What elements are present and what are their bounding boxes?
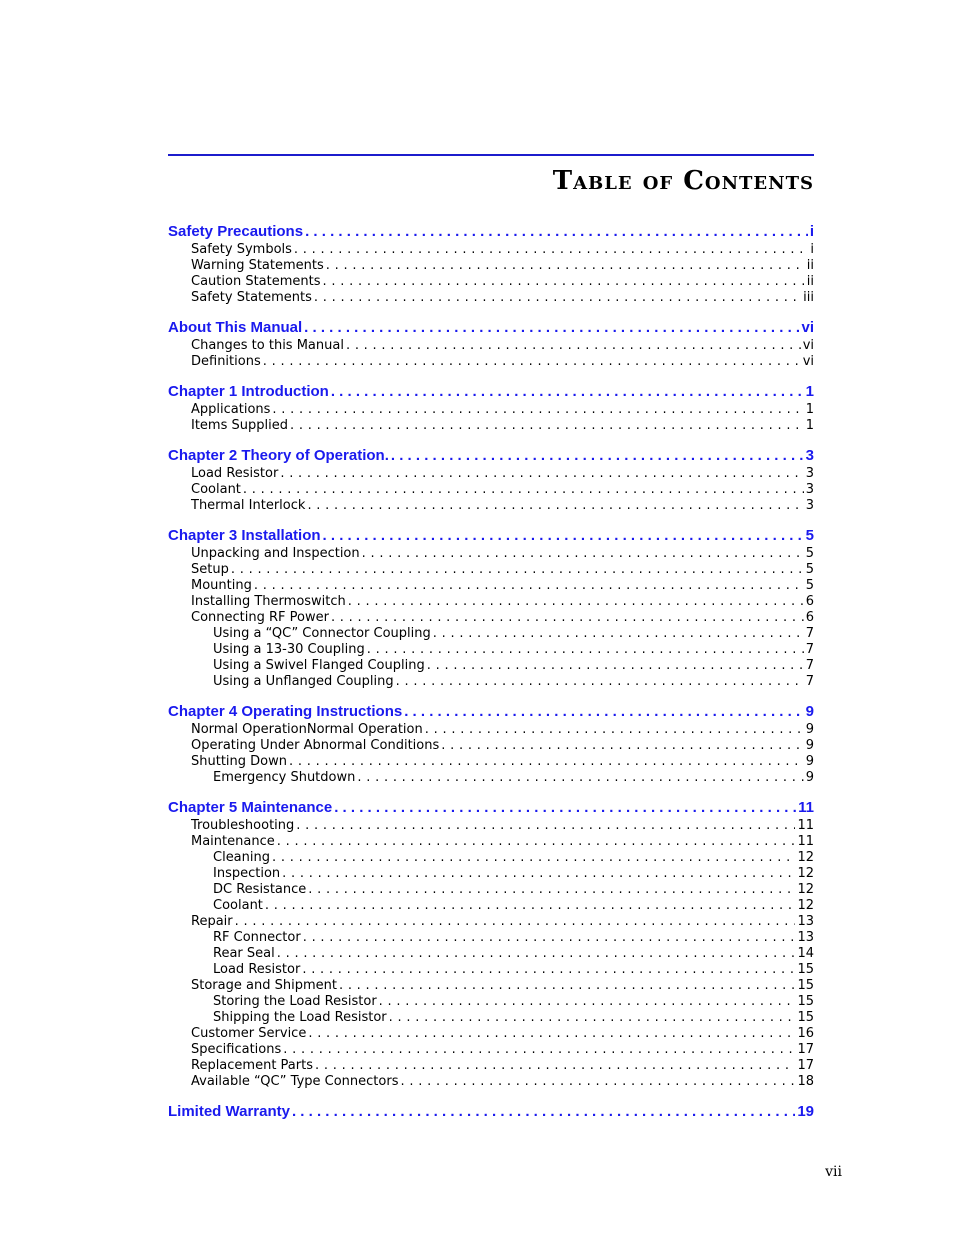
toc-entry-label: Safety Symbols [191, 242, 292, 257]
dot-leader [331, 610, 804, 626]
toc-entry-link[interactable] [168, 626, 814, 642]
dot-leader [396, 674, 804, 690]
dot-leader [404, 702, 803, 722]
toc-entry-page: 6 [805, 594, 814, 609]
toc-entry-label: Safety Statements [191, 290, 312, 305]
toc-entry-page: 6 [805, 610, 814, 625]
dot-leader [277, 834, 796, 850]
toc-entry-page: vi [802, 354, 814, 369]
toc-entry-link[interactable] [168, 898, 814, 914]
toc-entry-link[interactable] [168, 946, 814, 962]
dot-leader [235, 914, 796, 930]
dot-leader [289, 754, 804, 770]
toc-entry-label: Chapter 3 Installation [168, 527, 321, 544]
toc-entry-page: 3 [805, 447, 814, 464]
toc-entry-page: iii [803, 290, 814, 305]
toc-entry-link[interactable] [168, 978, 814, 994]
toc-entry-page: 15 [797, 962, 814, 977]
page-title: Table of Contents [552, 166, 814, 196]
toc-entry-label: Storing the Load Resistor [213, 994, 377, 1009]
toc-entry-page: 1 [805, 418, 814, 433]
toc-entry-page: 5 [805, 562, 814, 577]
dot-leader [277, 946, 796, 962]
toc-entry-link[interactable] [168, 1010, 814, 1026]
toc-entry-link[interactable] [168, 962, 814, 978]
toc-entry-page: 17 [797, 1042, 814, 1057]
toc-entry-page: i [809, 223, 814, 240]
toc-heading-link[interactable] [168, 222, 814, 242]
toc-entry-page: 16 [797, 1026, 814, 1041]
dot-leader [294, 242, 808, 258]
toc-entry-link[interactable] [168, 290, 814, 306]
dot-leader [254, 578, 804, 594]
toc-entry-link[interactable] [168, 658, 814, 674]
dot-leader [304, 318, 799, 338]
toc-entry-label: Chapter 5 Maintenance [168, 799, 333, 816]
toc-entry-label: Normal OperationNormal Operation [191, 722, 423, 737]
toc-entry-page: 12 [797, 898, 814, 913]
toc-entry-page: 7 [805, 626, 814, 641]
toc-entry-label: Specifications [191, 1042, 282, 1057]
toc-entry-link[interactable] [168, 882, 814, 898]
toc-entry-link[interactable] [168, 1026, 814, 1042]
toc-entry-link[interactable] [168, 930, 814, 946]
toc-entry-label: Customer Service [191, 1026, 307, 1041]
toc-entry-link[interactable] [168, 578, 814, 594]
dot-leader [307, 498, 803, 514]
toc-entry-page: 15 [797, 978, 814, 993]
toc-entry-page: 7 [805, 674, 814, 689]
toc-entry-link[interactable] [168, 610, 814, 626]
toc-entry-link[interactable] [168, 850, 814, 866]
toc-entry-page: 13 [797, 930, 814, 945]
toc-entry-page: 9 [805, 703, 814, 720]
toc-entry-label: Shipping the Load Resistor [213, 1010, 387, 1025]
dot-leader [303, 930, 796, 946]
toc-entry-link[interactable] [168, 770, 814, 786]
toc-entry-page: 5 [805, 578, 814, 593]
dot-leader [290, 418, 804, 434]
toc-entry-label: Connecting RF Power [191, 610, 329, 625]
toc-entry-label: Coolant [191, 482, 241, 497]
toc-entry-link[interactable] [168, 338, 814, 354]
toc-entry-link[interactable] [168, 642, 814, 658]
toc-entry-page: 15 [797, 994, 814, 1009]
dot-leader [391, 446, 804, 466]
toc-entry-link[interactable] [168, 594, 814, 610]
toc-entry-label: Definitions [191, 354, 261, 369]
dot-leader [243, 482, 804, 498]
toc-entry-page: 1 [805, 402, 814, 417]
toc-entry-page: 3 [805, 498, 814, 513]
toc-entry-label: RF Connector [213, 930, 301, 945]
toc-entry-link[interactable] [168, 722, 814, 738]
toc-entry-label: Thermal Interlock [191, 498, 306, 513]
dot-leader [282, 866, 795, 882]
toc-entry-page: 15 [797, 1010, 814, 1025]
dot-leader [362, 546, 804, 562]
toc-entry-label: About This Manual [168, 319, 303, 336]
table-of-contents [168, 222, 814, 1122]
dot-leader [346, 338, 801, 354]
header-rule [168, 154, 814, 156]
toc-entry-label: Load Resistor [213, 962, 301, 977]
toc-entry-link[interactable] [168, 466, 814, 482]
toc-entry-link[interactable] [168, 418, 814, 434]
toc-entry-label: Shutting Down [191, 754, 287, 769]
dot-leader [308, 1026, 795, 1042]
toc-entry-page: 18 [797, 1074, 814, 1089]
toc-entry-label: Maintenance [191, 834, 275, 849]
toc-entry-link[interactable] [168, 674, 814, 690]
dot-leader [292, 1102, 795, 1122]
dot-leader [231, 562, 804, 578]
page-number: vii [825, 1164, 842, 1180]
toc-entry-page: 9 [805, 770, 814, 785]
toc-entry-page: vi [802, 338, 814, 353]
toc-entry-page: 5 [805, 527, 814, 544]
toc-entry-page: 1 [805, 383, 814, 400]
toc-entry-label: Coolant [213, 898, 263, 913]
toc-entry-page: 12 [797, 866, 814, 881]
toc-entry-link[interactable] [168, 994, 814, 1010]
dot-leader [296, 818, 795, 834]
toc-entry-label: Changes to this Manual [191, 338, 344, 353]
toc-entry-page: vi [801, 319, 814, 336]
dot-leader [367, 642, 804, 658]
toc-entry-link[interactable] [168, 1042, 814, 1058]
toc-entry-page: 17 [797, 1058, 814, 1073]
dot-leader [280, 466, 803, 482]
dot-leader [305, 222, 808, 242]
dot-leader [339, 978, 796, 994]
toc-entry-label: Unpacking and Inspection [191, 546, 360, 561]
toc-entry-link[interactable] [168, 354, 814, 370]
dot-leader [425, 722, 804, 738]
toc-entry-page: 19 [797, 1103, 814, 1120]
dot-leader [389, 1010, 796, 1026]
dot-leader [308, 882, 795, 898]
toc-entry-link[interactable] [168, 914, 814, 930]
toc-entry-label: Chapter 4 Operating Instructions [168, 703, 403, 720]
toc-entry-link[interactable] [168, 866, 814, 882]
dot-leader [314, 290, 801, 306]
toc-entry-link[interactable] [168, 402, 814, 418]
toc-entry-page: 11 [797, 818, 814, 833]
toc-entry-label: Using a “QC” Connector Coupling [213, 626, 431, 641]
toc-entry-link[interactable] [168, 1074, 814, 1090]
toc-entry-link[interactable] [168, 562, 814, 578]
toc-entry-page: ii [806, 258, 814, 273]
toc-entry-page: 13 [797, 914, 814, 929]
toc-entry-label: Rear Seal [213, 946, 275, 961]
toc-entry-label: Emergency Shutdown [213, 770, 356, 785]
toc-entry-link[interactable] [168, 546, 814, 562]
toc-heading-link[interactable] [168, 446, 814, 466]
toc-entry-page: 9 [805, 722, 814, 737]
toc-entry-label: Operating Under Abnormal Conditions [191, 738, 440, 753]
toc-entry-link[interactable] [168, 498, 814, 514]
toc-entry-link[interactable] [168, 482, 814, 498]
toc-entry-link[interactable] [168, 754, 814, 770]
toc-entry-page: 3 [805, 482, 814, 497]
toc-entry-page: i [810, 242, 814, 257]
toc-entry-link[interactable] [168, 834, 814, 850]
toc-entry-label: Chapter 1 Introduction [168, 383, 329, 400]
toc-entry-page: 11 [798, 799, 814, 816]
toc-entry-link[interactable] [168, 1058, 814, 1074]
toc-heading-link[interactable] [168, 702, 814, 722]
toc-entry-label: DC Resistance [213, 882, 307, 897]
dot-leader [265, 898, 796, 914]
dot-leader [348, 594, 804, 610]
toc-entry-label: Using a 13-30 Coupling [213, 642, 365, 657]
toc-entry-page: 12 [797, 850, 814, 865]
toc-entry-link[interactable] [168, 258, 814, 274]
dot-leader [400, 1074, 795, 1090]
dot-leader [379, 994, 796, 1010]
toc-entry-page: 9 [805, 754, 814, 769]
toc-entry-label: Safety Precautions [168, 223, 304, 240]
toc-entry-label: Available “QC” Type Connectors [191, 1074, 399, 1089]
toc-heading-link[interactable] [168, 526, 814, 546]
toc-entry-label: Mounting [191, 578, 252, 593]
dot-leader [315, 1058, 795, 1074]
toc-entry-label: Cleaning [213, 850, 270, 865]
toc-entry-page: 14 [797, 946, 814, 961]
toc-entry-page: 7 [805, 658, 814, 673]
toc-entry-label: Inspection [213, 866, 281, 881]
dot-leader [302, 962, 795, 978]
toc-entry-label: Using a Unflanged Coupling [213, 674, 394, 689]
toc-heading-link[interactable] [168, 382, 814, 402]
toc-entry-label: Applications [191, 402, 271, 417]
toc-entry-label: Setup [191, 562, 229, 577]
toc-entry-link[interactable] [168, 274, 814, 290]
dot-leader [334, 798, 796, 818]
dot-leader [272, 850, 795, 866]
dot-leader [433, 626, 804, 642]
dot-leader [331, 382, 804, 402]
toc-heading-link[interactable] [168, 1102, 814, 1122]
toc-entry-page: 3 [805, 466, 814, 481]
toc-entry-page: 12 [797, 882, 814, 897]
toc-entry-link[interactable] [168, 818, 814, 834]
dot-leader [357, 770, 803, 786]
dot-leader [427, 658, 804, 674]
dot-leader [441, 738, 803, 754]
toc-entry-link[interactable] [168, 738, 814, 754]
dot-leader [283, 1042, 795, 1058]
toc-entry-link[interactable] [168, 242, 814, 258]
dot-leader [326, 258, 805, 274]
toc-entry-label: Installing Thermoswitch [191, 594, 346, 609]
toc-entry-label: Storage and Shipment [191, 978, 337, 993]
toc-entry-page: 7 [805, 642, 814, 657]
dot-leader [323, 274, 805, 290]
toc-entry-label: Caution Statements [191, 274, 321, 289]
toc-entry-label: Repair [191, 914, 233, 929]
dot-leader [323, 526, 804, 546]
toc-heading-link[interactable] [168, 318, 814, 338]
toc-entry-label: Load Resistor [191, 466, 279, 481]
toc-entry-label: Using a Swivel Flanged Coupling [213, 658, 425, 673]
toc-entry-label: Items Supplied [191, 418, 288, 433]
toc-heading-link[interactable] [168, 798, 814, 818]
toc-entry-label: Chapter 2 Theory of Operation. [168, 447, 389, 464]
toc-entry-page: 9 [805, 738, 814, 753]
toc-entry-label: Warning Statements [191, 258, 324, 273]
toc-entry-page: 5 [805, 546, 814, 561]
toc-entry-page: 11 [797, 834, 814, 849]
toc-entry-label: Troubleshooting [191, 818, 295, 833]
dot-leader [272, 402, 803, 418]
toc-entry-page: ii [806, 274, 814, 289]
dot-leader [263, 354, 801, 370]
toc-entry-label: Replacement Parts [191, 1058, 313, 1073]
toc-entry-label: Limited Warranty [168, 1103, 290, 1120]
